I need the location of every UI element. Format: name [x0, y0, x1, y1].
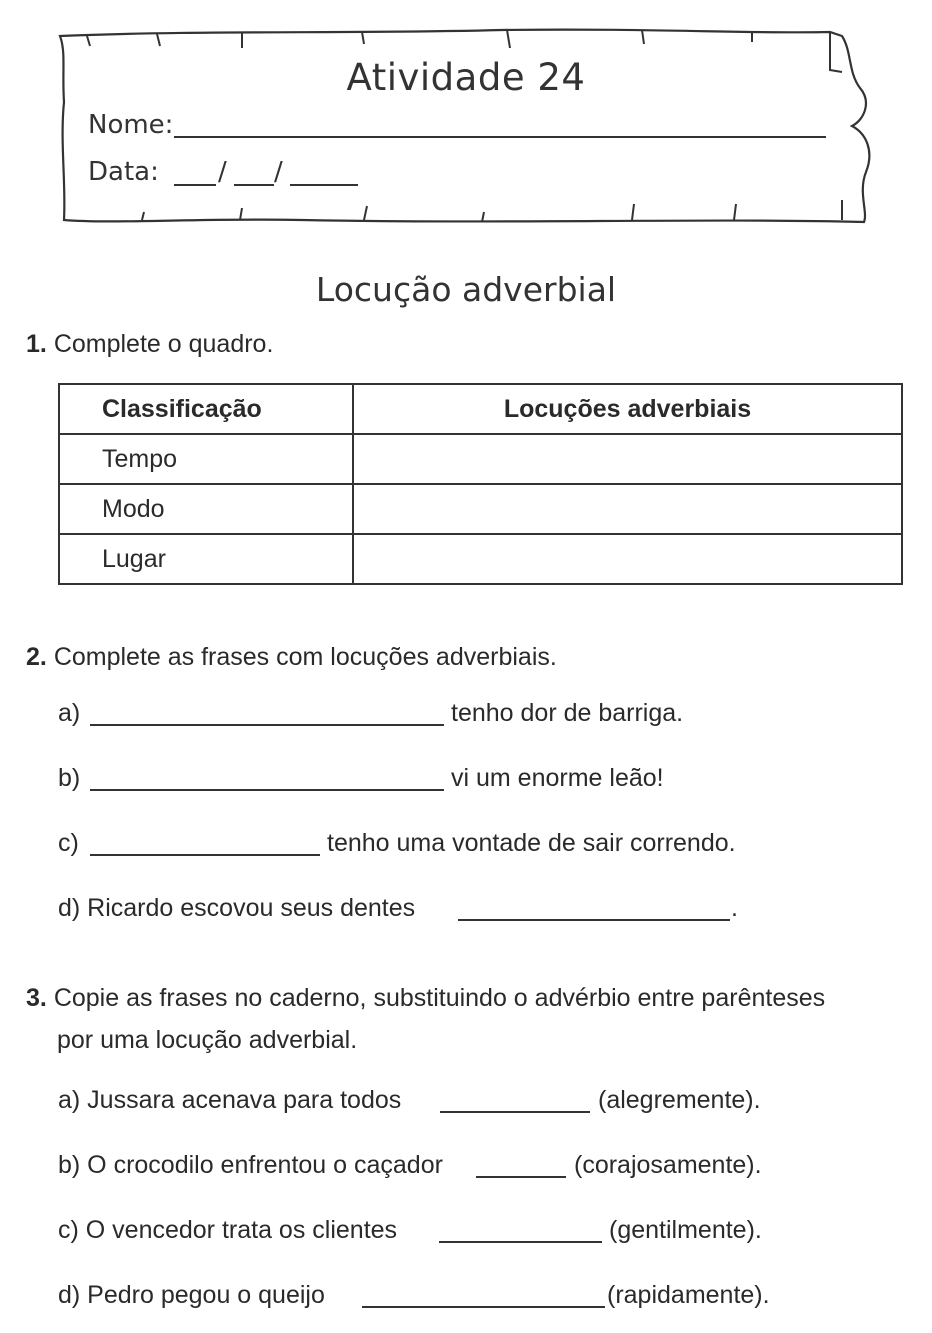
blank-line[interactable]	[458, 919, 730, 921]
item-text: tenho uma vontade de sair correndo.	[327, 829, 736, 857]
blank-line[interactable]	[90, 789, 444, 791]
item-text: b) O crocodilo enfrentou o caçador	[58, 1151, 443, 1179]
question-text-line2: por uma locução adverbial.	[57, 1026, 358, 1054]
date-separator-2: /	[274, 157, 283, 187]
blank-line[interactable]	[90, 854, 320, 856]
table-header-cell: Locuções adverbiais	[353, 384, 902, 434]
blank-line[interactable]	[439, 1241, 602, 1243]
item-text: c) O vencedor trata os clientes	[58, 1216, 398, 1244]
item-text: a) Jussara acenava para todos	[58, 1086, 402, 1114]
answer-cell[interactable]	[353, 534, 902, 584]
activity-title: Atividade 24	[346, 56, 586, 99]
date-month-line[interactable]	[234, 184, 274, 186]
table-row	[59, 434, 902, 484]
name-field-line[interactable]	[174, 136, 826, 138]
item-text: .	[731, 894, 738, 922]
date-day-line[interactable]	[174, 184, 216, 186]
blank-line[interactable]	[476, 1176, 566, 1178]
item-text: d) Pedro pegou o queijo	[58, 1281, 325, 1309]
item-text: vi um enorme leão!	[451, 764, 664, 792]
date-separator-1: /	[218, 157, 227, 187]
date-label: Data:	[88, 157, 159, 187]
table-row	[59, 484, 902, 534]
question-text: Complete as frases com locuções adverbiais.	[53, 643, 557, 671]
answer-cell[interactable]	[353, 484, 902, 534]
table-cell: Modo	[59, 484, 353, 534]
question-2	[26, 643, 557, 672]
item-label: d) Ricardo escovou seus dentes	[58, 894, 416, 922]
blank-line[interactable]	[362, 1306, 605, 1308]
table-header-row	[59, 384, 902, 434]
question-1	[26, 330, 273, 359]
classification-table	[58, 383, 903, 585]
item-text: (rapidamente).	[607, 1281, 770, 1309]
table-header-cell: Classificação	[59, 384, 353, 434]
item-text: (gentilmente).	[609, 1216, 762, 1244]
question-text-line1: Copie as frases no caderno, substituindo o advérbio entre parênteses	[53, 984, 826, 1012]
question-text: Complete o quadro.	[53, 330, 274, 358]
answer-cell[interactable]	[353, 434, 902, 484]
blank-line[interactable]	[440, 1111, 590, 1113]
table-cell: Tempo	[59, 434, 353, 484]
item-label: b)	[58, 764, 81, 792]
item-label: c)	[58, 829, 79, 857]
table-cell: Lugar	[59, 534, 353, 584]
section-title: Locução adverbial	[315, 270, 617, 309]
item-text: (alegremente).	[598, 1086, 761, 1114]
question-number: 2.	[26, 643, 47, 671]
item-text: tenho dor de barriga.	[451, 699, 684, 727]
question-3	[26, 984, 825, 1013]
question-number: 1.	[26, 330, 47, 358]
question-number: 3.	[26, 984, 47, 1012]
blank-line[interactable]	[90, 724, 444, 726]
header-scroll-frame	[52, 22, 882, 232]
name-label: Nome:	[88, 110, 174, 140]
table-row	[59, 534, 902, 584]
item-text: (corajosamente).	[574, 1151, 762, 1179]
item-label: a)	[58, 699, 81, 727]
date-year-line[interactable]	[290, 184, 358, 186]
